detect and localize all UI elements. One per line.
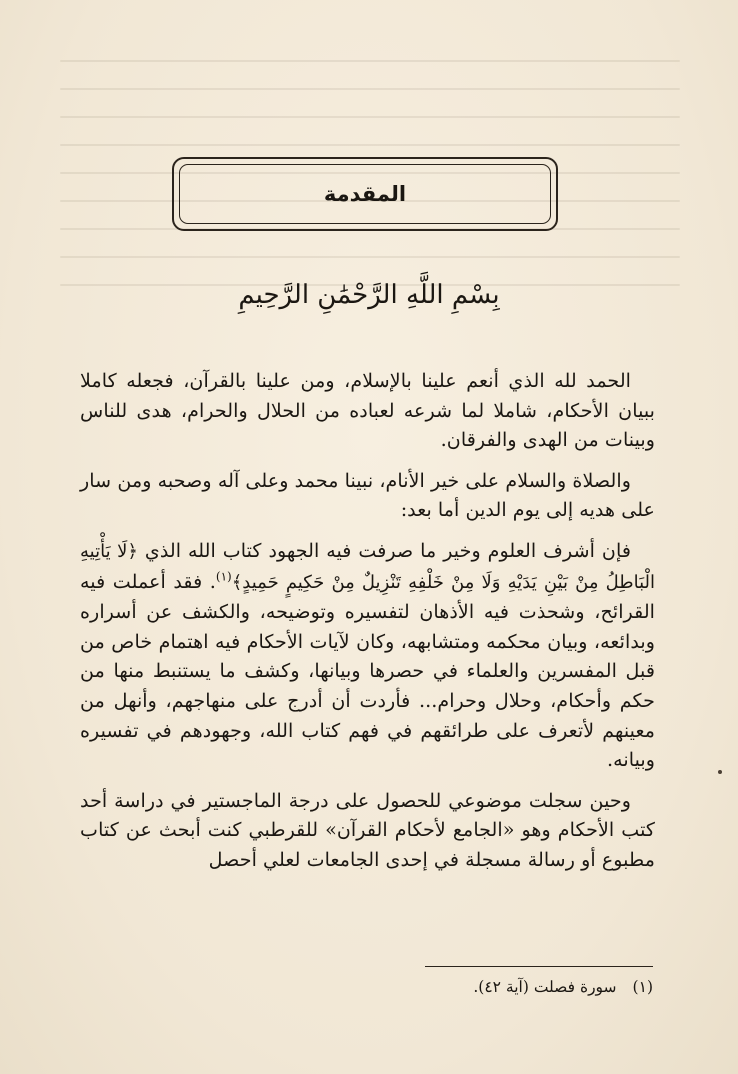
footnote-number: (١) <box>632 978 653 996</box>
paragraph-1: الحمد لله الذي أنعم علينا بالإسلام، ومن علينا بالقرآن، فجعله كاملا ببيان الأحكام، شاملا لما شرعه لعباده من الحلال والحرام، هدى للناس وبينات من الهدى والفرقان. <box>80 369 655 452</box>
paragraph-4: وحين سجلت موضوعي للحصول على درجة الماجستير في دراسة أحد كتب الأحكام وهو «الجامع لأحكام القرآن» للقرطبي كنت أبحث عن كتاب مطبوع أو رسالة مسجلة في إحدى الجامعات لعلي أحصل <box>80 788 655 871</box>
body-text <box>80 366 655 886</box>
quran-verse: ﴿لَا يَأْتِيهِ الْبَاطِلُ مِنْ بَيْنِ يَدَيْهِ وَلَا مِنْ خَلْفِهِ تَنْزِيلٌ مِنْ حَكِيمٍ حَمِيدٍ﴾ <box>80 540 655 593</box>
footnote <box>473 978 653 996</box>
paragraph-3-rest: . فقد أعملت فيه القرائح، وشحذت فيه الأذهان لتفسيره وتوضيحه، والكشف عن أسراره وبدائعه، وبيان محكمه ومتشابهه، وكان لآيات الأحكام فيه اهتمام خاص من قبل المفسرين والعلماء في حصرها وبيانها، وكشف ما يستنبط منها من حكم وأحكام، وحلال وحرام... فأردت أن أدرج على منهاجهم، وأنهل من معينهم لأتعرف على طرائقهم في فهم كتاب الله، وجهودهم في تفسيره وبيانه. <box>80 569 655 772</box>
footnote-divider <box>425 966 653 967</box>
basmala: بِسْمِ اللَّهِ الرَّحْمَٰنِ الرَّحِيمِ <box>238 280 500 310</box>
heading-frame-inner <box>179 164 551 224</box>
heading-frame <box>172 157 558 231</box>
paragraph-3-intro: فإن أشرف العلوم وخير ما صرفت فيه الجهود كتاب الله الذي <box>144 538 631 562</box>
page-title: المقدمة <box>323 182 407 206</box>
paragraph-2: والصلاة والسلام على خير الأنام، نبينا محمد وعلى آله وصحبه ومن سار على هديه إلى يوم الدين أما بعد: <box>80 468 655 522</box>
paragraph-3 <box>80 536 655 775</box>
margin-speck <box>718 770 722 774</box>
footnote-text: سورة فصلت (آية ٤٢). <box>473 978 617 996</box>
footnote-reference: (١) <box>215 569 232 584</box>
